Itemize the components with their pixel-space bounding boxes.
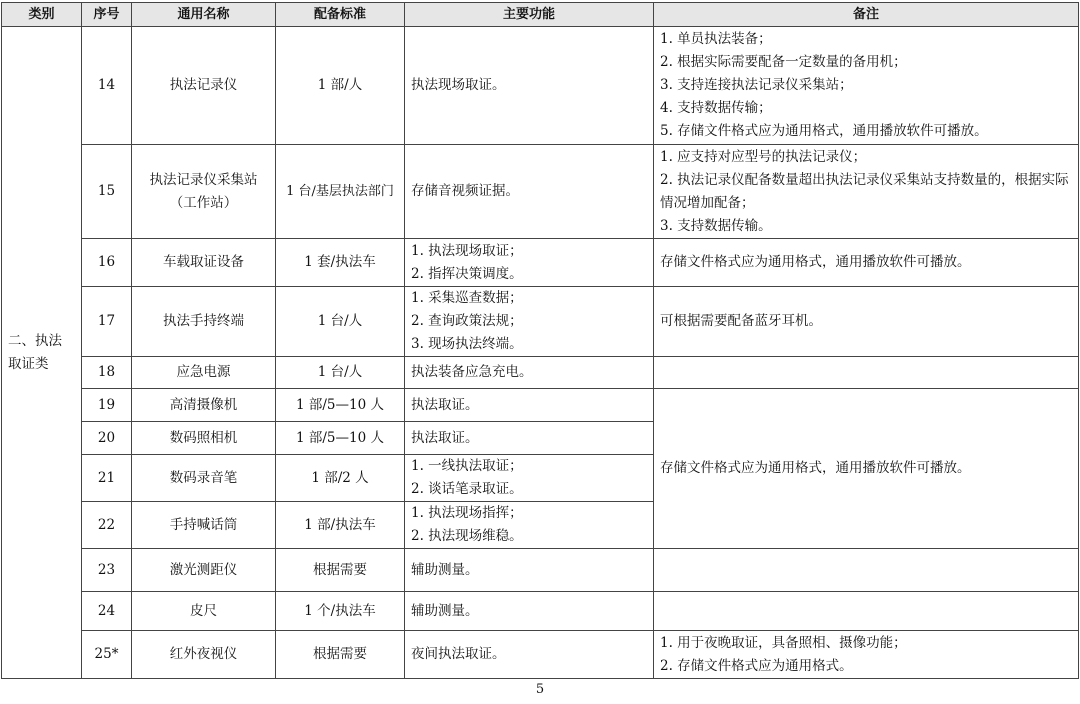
function-line: 2. 谈话笔录取证。 [411,481,523,497]
row-notes [654,27,1079,145]
row-no: 19 [82,389,132,422]
table-header-row [2,3,1079,27]
note-line: 2. 执法记录仪配备数量超出执法记录仪采集站支持数量的，根据实际情况增加配备； [660,171,1069,211]
row-no: 15 [82,145,132,239]
row-function: 执法取证。 [405,422,654,455]
note-line: 3. 支持连接执法记录仪采集站； [660,77,853,93]
row-function [405,455,654,502]
row-notes [654,631,1079,679]
function-line: 2. 指挥决策调度。 [411,265,523,282]
row-no: 22 [82,502,132,549]
row-name: 数码照相机 [132,422,276,455]
row-notes [654,592,1079,631]
row-function: 辅助测量。 [405,592,654,631]
row-function: 辅助测量。 [405,549,654,592]
row-no: 24 [82,592,132,631]
note-line: 1. 单员执法装备； [660,31,772,47]
row-name: 皮尺 [132,592,276,631]
category-label: 二、执法取证类 [8,332,62,372]
row-name-line: 执法记录仪采集站 [149,171,258,188]
row-standard: 1 部/5—10 人 [276,389,405,422]
row-no: 20 [82,422,132,455]
row-function [405,502,654,549]
note-line: 1. 用于夜晚取证，具备照相、摄像功能； [660,634,907,651]
row-standard: 1 部/执法车 [276,502,405,549]
category-cell [2,27,82,679]
note-line: 4. 支持数据传输； [660,100,772,116]
row-standard: 1 个/执法车 [276,592,405,631]
function-line: 1. 执法现场取证； [411,242,523,259]
page-number: 5 [535,682,545,697]
merged-notes: 存储文件格式应为通用格式，通用播放软件可播放。 [654,389,1079,549]
row-standard: 1 部/2 人 [276,455,405,502]
row-notes: 可根据需要配备蓝牙耳机。 [654,287,1079,357]
row-name-line: （工作站） [169,194,238,211]
note-line: 5. 存储文件格式应为通用格式，通用播放软件可播放。 [660,123,988,139]
table-row [2,357,1079,389]
table-row [2,631,1079,679]
equipment-table [1,2,1079,679]
note-line: 2. 存储文件格式应为通用格式。 [660,657,853,674]
function-line: 2. 查询政策法规； [411,313,523,329]
row-no: 14 [82,27,132,145]
row-function [405,287,654,357]
row-function [405,239,654,287]
header-no: 序号 [82,3,132,27]
row-notes [654,549,1079,592]
function-line: 1. 一线执法取证； [411,458,523,474]
row-name: 高清摄像机 [132,389,276,422]
row-function: 执法装备应急充电。 [405,357,654,389]
row-name [132,145,276,239]
row-notes: 存储文件格式应为通用格式，通用播放软件可播放。 [654,239,1079,287]
header-function: 主要功能 [405,3,654,27]
header-category: 类别 [2,3,82,27]
function-line: 1. 采集巡查数据； [411,290,523,306]
row-no: 21 [82,455,132,502]
row-no: 23 [82,549,132,592]
row-name: 执法记录仪 [132,27,276,145]
row-name: 手持喊话筒 [132,502,276,549]
row-name: 红外夜视仪 [132,631,276,679]
row-name: 激光测距仪 [132,549,276,592]
table-row [2,287,1079,357]
note-line: 2. 根据实际需要配备一定数量的备用机； [660,54,907,70]
function-line: 2. 执法现场维稳。 [411,528,523,544]
row-standard: 1 部/5—10 人 [276,422,405,455]
row-no: 16 [82,239,132,287]
row-standard: 1 部/人 [276,27,405,145]
row-no: 25* [82,631,132,679]
row-standard: 1 套/执法车 [276,239,405,287]
header-notes: 备注 [654,3,1079,27]
row-no: 18 [82,357,132,389]
function-line: 1. 执法现场指挥； [411,505,523,521]
row-no: 17 [82,287,132,357]
table-row [2,389,1079,422]
row-notes [654,145,1079,239]
table-row [2,145,1079,239]
table-row [2,592,1079,631]
header-standard: 配备标准 [276,3,405,27]
function-line: 3. 现场执法终端。 [411,336,523,352]
row-function: 执法现场取证。 [405,27,654,145]
note-line: 1. 应支持对应型号的执法记录仪； [660,148,867,165]
table-row [2,549,1079,592]
row-function: 执法取证。 [405,389,654,422]
row-function: 存储音视频证据。 [405,145,654,239]
row-name: 执法手持终端 [132,287,276,357]
header-name: 通用名称 [132,3,276,27]
row-name: 数码录音笔 [132,455,276,502]
row-name: 车载取证设备 [132,239,276,287]
row-function: 夜间执法取证。 [405,631,654,679]
table-row [2,239,1079,287]
row-name: 应急电源 [132,357,276,389]
row-standard: 1 台/人 [276,287,405,357]
row-standard: 1 台/人 [276,357,405,389]
table-row [2,27,1079,145]
row-standard: 根据需要 [276,631,405,679]
note-line: 3. 支持数据传输。 [660,217,772,234]
row-standard: 1 台/基层执法部门 [276,145,405,239]
row-standard: 根据需要 [276,549,405,592]
row-notes [654,357,1079,389]
